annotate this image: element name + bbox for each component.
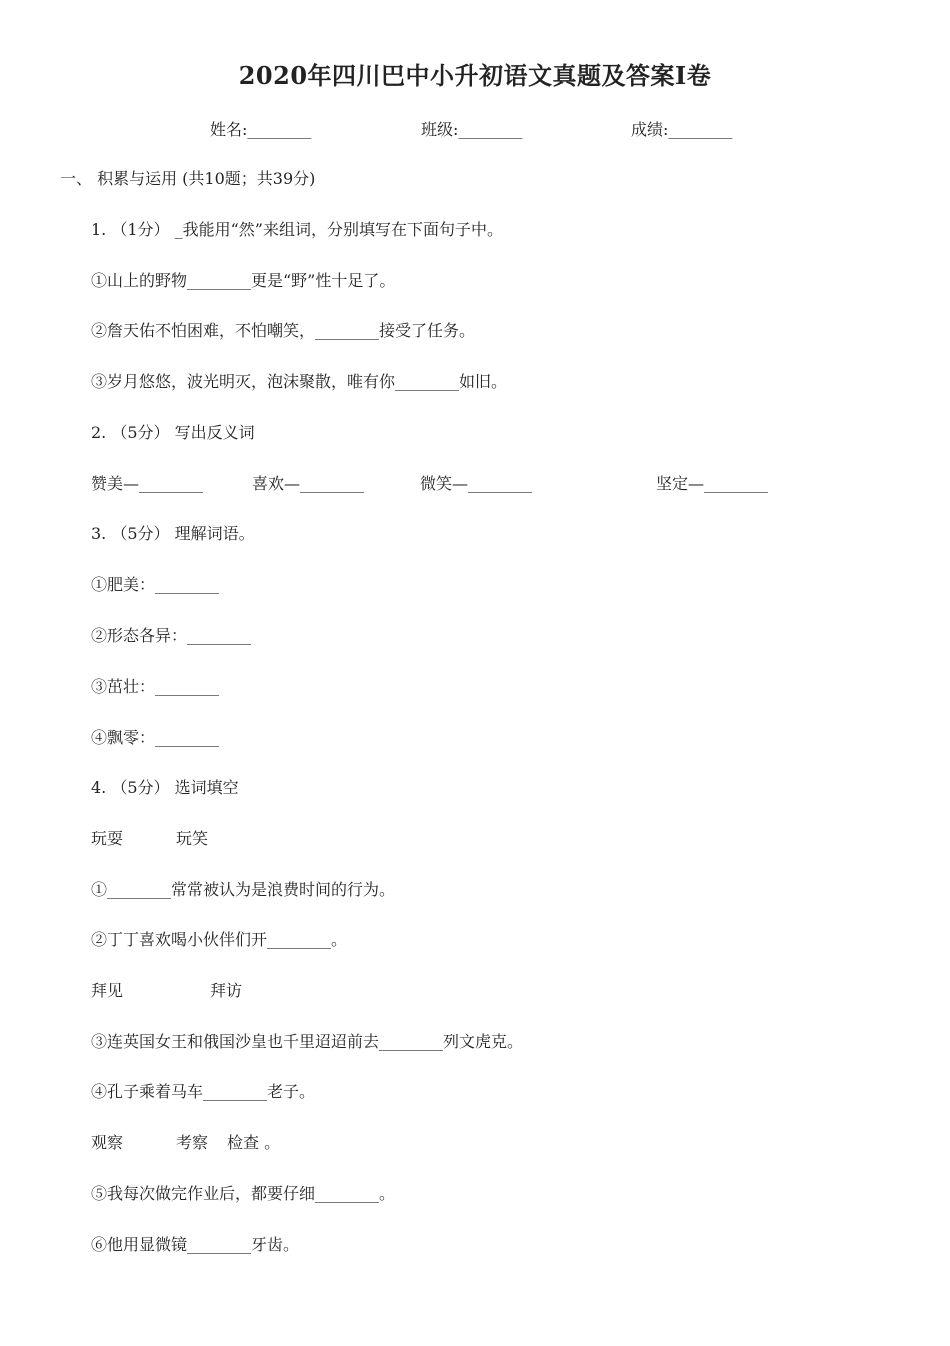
q4-word-option: 玩笑: [176, 829, 209, 848]
q4-sentence-4: ④孔子乘着马车________老子。: [91, 1082, 316, 1101]
q4-sentence-3: ③连英国女王和俄国沙皇也千里迢迢前去________列文虎克。: [91, 1032, 524, 1051]
q3-stem: 3. （5分） 理解词语。: [91, 524, 255, 543]
q2-antonym-4: 坚定—________: [656, 474, 769, 493]
class-field: 班级:________: [421, 120, 523, 139]
q3-item-4: ④飘零：________: [91, 728, 220, 747]
q4-sentence-5: ⑤我每次做完作业后，都要仔细________。: [91, 1184, 396, 1203]
q1-item-1: ①山上的野物________更是“野”性十足了。: [91, 271, 396, 290]
section-heading: 一、 积累与运用 (共10题；共39分): [60, 169, 316, 188]
q2-antonym-3: 微笑—________: [420, 474, 533, 493]
name-field: 姓名:________: [210, 120, 312, 139]
q3-item-2: ②形态各异：________: [91, 626, 252, 645]
q1-stem: 1. （1分） _我能用“然”来组词，分别填写在下面句子中。: [91, 220, 503, 239]
q2-antonym-1: 赞美—________: [91, 474, 204, 493]
q4-word-option: 玩耍: [91, 829, 124, 848]
q3-item-3: ③茁壮：________: [91, 677, 220, 696]
q4-word-option: 观察: [91, 1133, 124, 1152]
q4-sentence-6: ⑥他用显微镜________牙齿。: [91, 1235, 300, 1254]
q2-antonym-2: 喜欢—________: [252, 474, 365, 493]
score-field: 成绩:________: [631, 120, 733, 139]
q4-word-option: 检查 。: [227, 1133, 281, 1152]
q1-item-2: ②詹天佑不怕困难，不怕嘲笑，________接受了任务。: [91, 321, 476, 340]
q2-stem: 2. （5分） 写出反义词: [91, 423, 255, 442]
q4-sentence-2: ②丁丁喜欢喝小伙伴们开________。: [91, 930, 348, 949]
q4-word-option: 考察: [176, 1133, 209, 1152]
exam-title: 2020年四川巴中小升初语文真题及答案I卷: [238, 61, 712, 90]
q3-item-1: ①肥美：________: [91, 575, 220, 594]
q1-item-3: ③岁月悠悠，波光明灭，泡沫聚散，唯有你________如旧。: [91, 372, 508, 391]
q4-word-option: 拜见: [91, 981, 124, 1000]
q4-sentence-1: ①________常常被认为是浪费时间的行为。: [91, 880, 396, 899]
q4-word-option: 拜访: [210, 981, 243, 1000]
q4-stem: 4. （5分） 选词填空: [91, 778, 239, 797]
